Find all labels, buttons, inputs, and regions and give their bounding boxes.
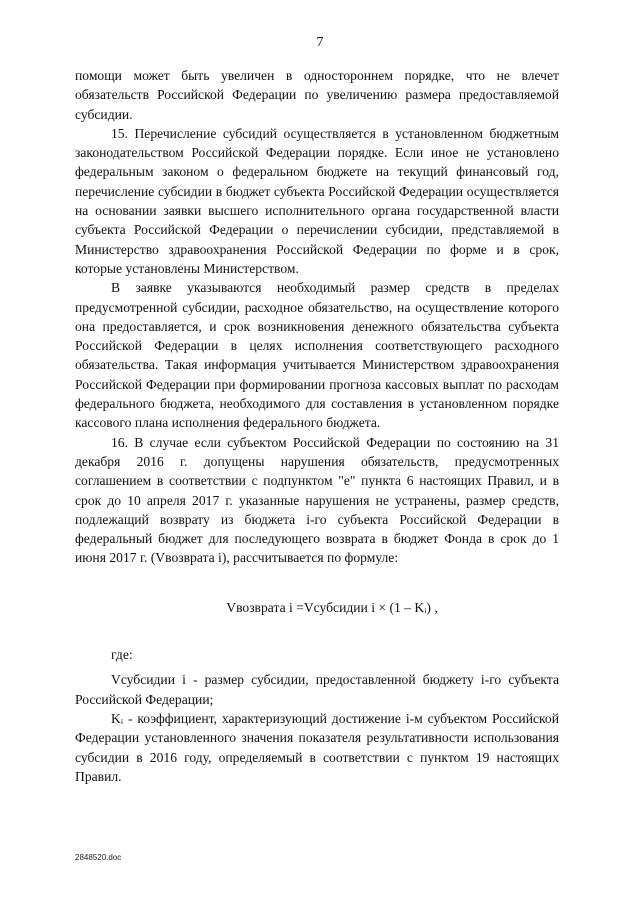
paragraph-15: 15. Перечисление субсидий осуществляется в установленном бюджетным законодательством Российской Федерации порядке. Если иное не установлено федеральным законом о федеральном бюджете на текущий финансовый год, перечисление субсидии в бюджет субъекта Российской Федерации осуществляется на основании заявки высшего исполнительного органа государственной власти субъекта Российской Федерации о перечислении субсидии, представляемой в Министерство здравоохранения Российской Федерации по форме и в срок, которые установлены Министерством.: [75, 125, 559, 276]
document-id: 2848520.doc: [75, 853, 122, 862]
definition-coefficient: Kᵢ - коэффициент, характеризующий достижение i-м субъектом Российской Федерации установленного значения показателя результативности использования субсидии в 2016 году, определяемый в соответствии с пунктом 19 настоящих Правил.: [75, 710, 559, 784]
where-label: где:: [111, 647, 133, 663]
paragraph-continuation: помощи может быть увеличен в одностороннем порядке, что не влечет обязательств Российской Федерации по увеличению размера предоставляемой субсидии.: [75, 68, 559, 122]
page-number: 7: [316, 35, 324, 50]
definition-subsidy: Vсубсидии i - размер субсидии, предоставленной бюджету i-го субъекта Российской Федерации;: [75, 672, 559, 707]
paragraph-application: В заявке указываются необходимый размер средств в пределах предусмотренной субсидии, расходное обязательство, на осуществление которого она предоставляется, и срок возникновения денежного обязательства субъекта Российской Федерации в целях исполнения соответствующего расходного обязательства. Такая информация учитывается Министерством здравоохранения Российской Федерации при формировании прогноза кассовых выплат по расходам федерального бюджета, необходимого для составления в установленном порядке кассового плана исполнения федерального бюджета.: [75, 280, 559, 431]
return-formula: Vвозврата i =Vсубсидии i × (1 – Kᵢ) ,: [226, 599, 438, 615]
document-body: [75, 66, 559, 786]
paragraph-16: 16. В случае если субъектом Российской Федерации по состоянию на 31 декабря 2016 г. допущены нарушения обязательств, предусмотренных соглашением в соответствии с подпунктом "е" пункта 6 настоящих Правил, и в срок до 10 апреля 2017 г. указанные нарушения не устранены, размер средств, подлежащий возврату из бюджета i-го субъекта Российской Федерации в федеральный бюджет для последующего возврата в бюджет Фонда в срок до 1 июня 2017 г. (Vвозврата i), рассчитывается по формуле:: [75, 434, 559, 566]
